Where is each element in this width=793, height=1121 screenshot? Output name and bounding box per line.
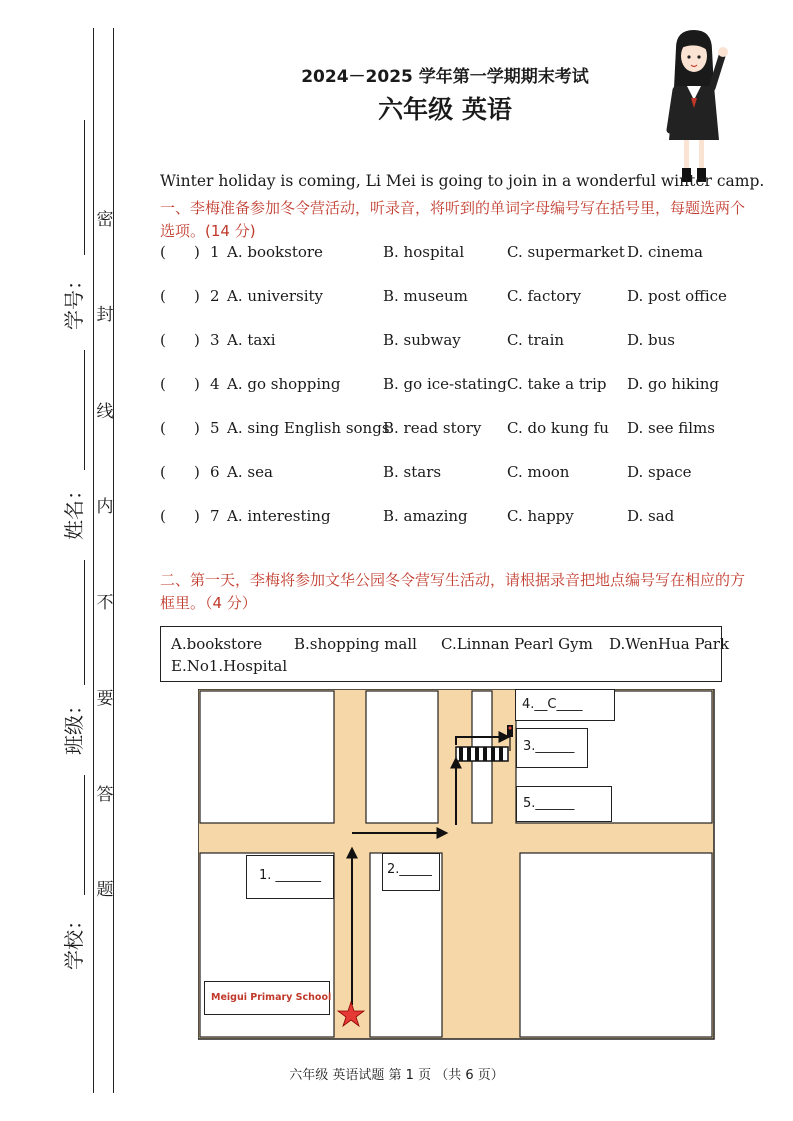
- option-c: C. happy: [507, 507, 574, 525]
- student-id-line: [84, 120, 85, 255]
- question-number: 5: [210, 419, 220, 437]
- option-d: D. sad: [627, 507, 675, 525]
- map-label-text: 3.______: [523, 739, 575, 754]
- option-c: C. train: [507, 331, 565, 349]
- option-d: D. cinema: [627, 243, 703, 261]
- map-label-1[interactable]: [246, 855, 334, 899]
- binding-line-left: [93, 28, 94, 1093]
- name-label: 姓名：: [62, 480, 86, 540]
- question-number: 6: [210, 463, 220, 481]
- map-block: [520, 853, 712, 1037]
- option-a: A. interesting: [227, 507, 331, 525]
- option-c: C. take a trip: [507, 375, 607, 393]
- option-b: B. museum: [383, 287, 468, 305]
- map-label-text: 4.__C____: [522, 697, 583, 712]
- question-number: 3: [210, 331, 220, 349]
- option-a: A. sea: [227, 463, 273, 481]
- option-b: B. amazing: [383, 507, 468, 525]
- class-label: 班级：: [62, 695, 86, 755]
- option-b: B. hospital: [383, 243, 465, 261]
- question-row: ( ) 1 A. bookstore B. hospital C. supermarket D. cinema: [160, 243, 703, 261]
- place-option: B.shopping mall: [294, 635, 417, 653]
- option-b: B. go ice-stating: [383, 375, 507, 393]
- student-id-field[interactable]: [20, 120, 90, 340]
- school-line: [84, 775, 85, 895]
- map-block: [366, 691, 438, 823]
- option-d: D. post office: [627, 287, 727, 305]
- answer-bracket[interactable]: (: [160, 287, 166, 305]
- option-a: A. sing English songs: [227, 419, 390, 437]
- exam-title: 2024－2025 学年第一学期期末考试: [301, 67, 589, 87]
- places-box: [160, 626, 730, 682]
- answer-bracket[interactable]: (: [160, 419, 166, 437]
- question-row: ( ) 7 A. interesting B. amazing C. happy D. sad: [160, 507, 675, 525]
- student-girl-illustration: [656, 28, 736, 188]
- option-d: D. space: [627, 463, 692, 481]
- map-label-text: 2._____: [387, 862, 432, 877]
- school-field[interactable]: [20, 775, 90, 975]
- map-label-5[interactable]: [516, 786, 612, 822]
- question-row: ( ) 2 A. university B. museum C. factory D. post office: [160, 287, 727, 305]
- section2-title: 二、第一天，李梅将参加文华公园冬令营写生活动，请根据录音把地点编号写在相应的方框里。（4 分）: [160, 571, 746, 612]
- question-row: ( ) 4 A. go shopping B. go ice-stating C. take a trip D. go hiking: [160, 375, 720, 393]
- binding-char: 答: [96, 785, 114, 805]
- option-d: D. bus: [627, 331, 675, 349]
- map-label-2[interactable]: [382, 853, 440, 891]
- option-a: A. bookstore: [227, 243, 323, 261]
- map-label-3[interactable]: [516, 728, 588, 768]
- binding-char: 要: [96, 689, 114, 709]
- binding-line-right: [113, 28, 114, 1093]
- binding-char: 内: [96, 497, 114, 517]
- grade-title: 六年级 英语: [378, 95, 512, 124]
- option-b: B. subway: [383, 331, 461, 349]
- answer-bracket[interactable]: (: [160, 507, 166, 525]
- question-row: ( ) 6 A. sea B. stars C. moon D. space: [160, 463, 692, 481]
- answer-bracket[interactable]: (: [160, 331, 166, 349]
- place-option: A.bookstore: [171, 635, 263, 653]
- place-option: D.WenHua Park: [609, 635, 730, 653]
- school-label-box: [204, 981, 330, 1015]
- question-row: ( ) 3 A. taxi B. subway C. train D. bus: [160, 331, 675, 349]
- option-a: A. taxi: [227, 331, 276, 349]
- crosswalk: [456, 747, 508, 761]
- class-line: [84, 560, 85, 685]
- option-a: A. university: [227, 287, 324, 305]
- place-option: C.Linnan Pearl Gym: [441, 635, 593, 653]
- map-block: [200, 691, 334, 823]
- binding-char: 密: [96, 210, 114, 230]
- option-a: A. go shopping: [227, 375, 341, 393]
- option-b: B. stars: [383, 463, 442, 481]
- binding-char: 不: [96, 593, 114, 613]
- name-line: [84, 350, 85, 470]
- map-label-text: 1. _______: [259, 868, 322, 883]
- option-c: C. moon: [507, 463, 570, 481]
- question-number: 1: [210, 243, 220, 261]
- option-b: B. read story: [383, 419, 482, 437]
- option-c: C. do kung fu: [507, 419, 609, 437]
- answer-bracket[interactable]: (: [160, 375, 166, 393]
- option-c: C. factory: [507, 287, 582, 305]
- question-number: 7: [210, 507, 220, 525]
- binding-char: 线: [96, 402, 114, 422]
- school-label: Meigui Primary School: [211, 992, 332, 1003]
- option-c: C. supermarket: [507, 243, 625, 261]
- section1-title: 一、李梅准备参加冬令营活动，听录音，将听到的单词字母编号写在括号里，每题选两个选项。(14 分): [160, 199, 746, 240]
- option-d: D. see films: [627, 419, 715, 437]
- school-label: 学校：: [62, 910, 86, 970]
- name-field[interactable]: [20, 350, 90, 550]
- answer-bracket[interactable]: (: [160, 243, 166, 261]
- question-number: 4: [210, 375, 220, 393]
- intro-text: Winter holiday is coming, Li Mei is going to join in a wonderful winter camp.: [160, 172, 765, 190]
- binding-char: 封: [96, 305, 114, 325]
- question-number: 2: [210, 287, 220, 305]
- map-label-4[interactable]: [515, 689, 615, 721]
- map-label-text: 5.______: [523, 796, 575, 811]
- question-row: ( ) 5 A. sing English songs B. read story C. do kung fu D. see films: [160, 419, 715, 437]
- option-d: D. go hiking: [627, 375, 720, 393]
- place-option: E.No1.Hospital: [171, 657, 288, 675]
- binding-char: 题: [96, 880, 114, 900]
- class-field[interactable]: [20, 560, 90, 760]
- answer-bracket[interactable]: (: [160, 463, 166, 481]
- student-id-label: 学号：: [62, 270, 86, 330]
- page-footer: 六年级 英语试题 第 1 页 （共 6 页）: [289, 1068, 504, 1083]
